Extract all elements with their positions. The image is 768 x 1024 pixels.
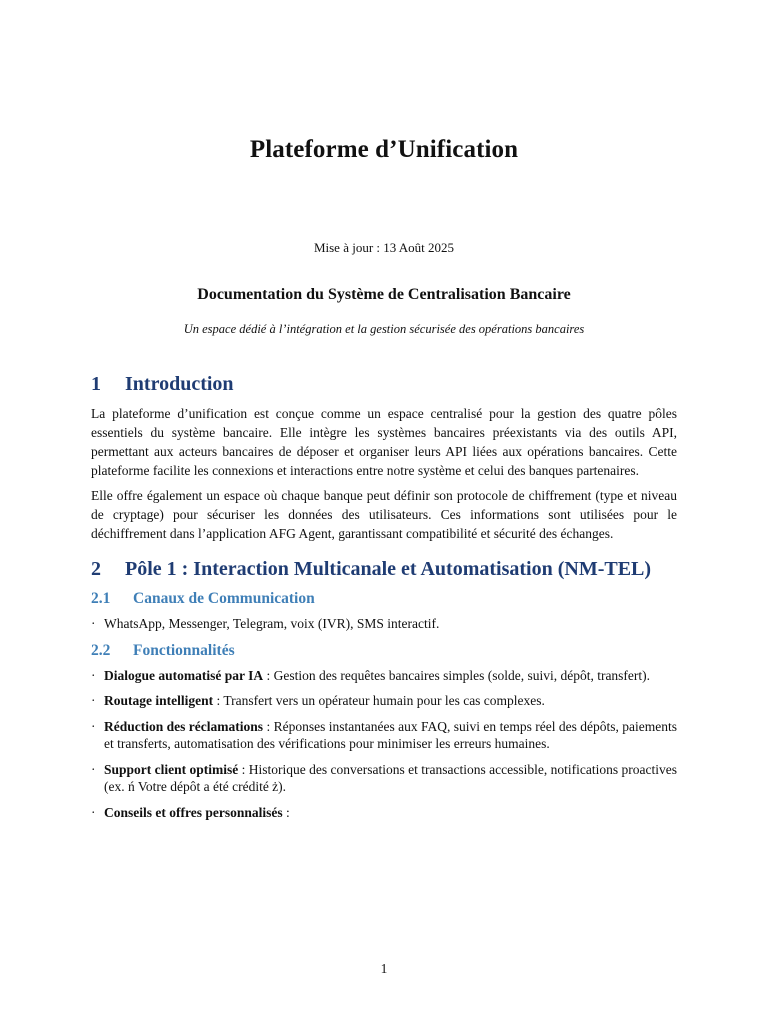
bullet-marker: · [91,718,96,734]
feature-description: : Transfert vers un opérateur humain pour les cas complexes. [213,693,545,708]
bullet-marker: · [91,616,96,631]
section-title: Pôle 1 : Interaction Multicanale et Automatisation (NM-TEL) [125,558,652,580]
feature-name: Réduction des réclamations [104,718,264,734]
features-list [91,667,677,822]
document-title: Plateforme d’Unification [249,136,519,163]
feature-description: : Réponses instantanées aux FAQ, suivi en temps réel des dépôts, paiements et transferts, automatisation des vérifications pour minimiser les erreurs humaines. [104,718,677,751]
list-item [91,761,677,796]
subsection-title: Canaux de Communication [133,590,315,607]
document-tagline: Un espace dédié à l’intégration et la gestion sécurisée des opérations bancaires [183,322,585,336]
section-number: 2 [91,558,101,580]
list-item [91,615,677,633]
feature-name: Conseils et offres personnalisés [104,804,283,820]
subsection-title: Fonctionnalités [133,641,235,659]
subsection-heading-fonctionnalites [91,641,677,661]
list-item [91,718,677,753]
list-item-text: WhatsApp, Messenger, Telegram, voix (IVR), SMS interactif. [104,616,440,631]
update-date: Mise à jour : 13 Août 2025 [313,240,455,255]
list-item [91,804,677,822]
feature-description: : [282,804,290,820]
section-number: 1 [91,373,101,395]
document-body [91,372,677,829]
feature-name: Routage intelligent [104,693,214,708]
intro-paragraph-1: La plateforme d’unification est conçue comme un espace centralisé pour la gestion des quatre pôles essentiels du système bancaire. Elle intègre les systèmes bancaires préexistants via des outils API, permettant aux acteurs bancaires de déposer et organiser leurs API liées aux opérations bancaires. Cette plateforme facilite les connexions et interactions entre notre système et celui des banques partenaires. [91,406,677,478]
channels-list [91,615,677,633]
feature-name: Support client optimisé [104,761,239,777]
document-subtitle: Documentation du Système de Centralisation Bancaire [197,286,571,303]
page-number: 1 [380,961,388,976]
feature-description: : Gestion des requêtes bancaires simples (solde, suivi, dépôt, transfert). [263,667,651,683]
subsection-number: 2.1 [91,590,111,607]
bullet-marker: · [91,761,96,777]
feature-name: Dialogue automatisé par IA [104,667,264,683]
bullet-marker: · [91,804,96,820]
intro-paragraph-2: Elle offre également un espace où chaque banque peut définir son protocole de chiffrement (type et niveau de cryptage) pour sécuriser les données des utilisateurs. Ces informations sont utilisées pour le déchiffrement dans l’application AFG Agent, garantissant compatibilité et sécurité des échanges. [91,488,677,541]
feature-description: : Historique des conversations et transactions accessible, notifications proactives (ex. ń Votre dépôt a été crédité ż). [104,761,677,794]
subsection-heading-canaux [91,589,677,609]
subsection-number: 2.2 [91,641,111,659]
list-item [91,692,677,710]
list-item [91,667,677,685]
section-heading-introduction [91,372,677,396]
bullet-marker: · [91,693,96,708]
section-title: Introduction [125,373,234,395]
bullet-marker: · [91,667,96,683]
section-heading-pole-1 [91,557,677,581]
